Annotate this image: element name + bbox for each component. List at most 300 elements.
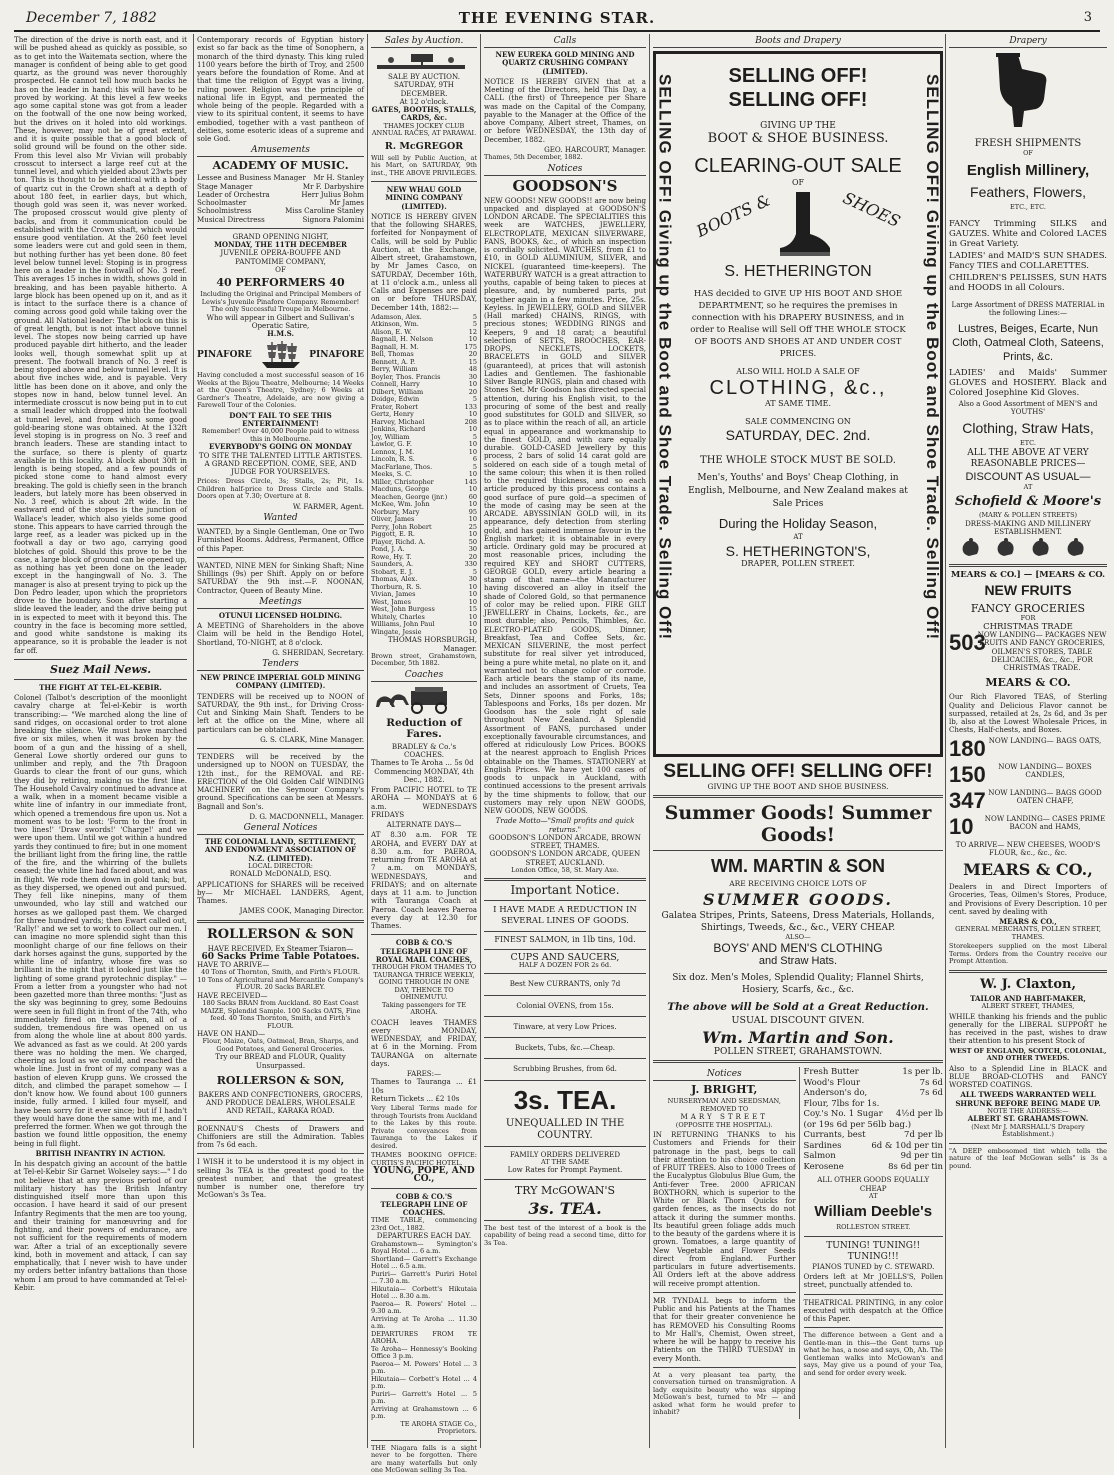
alternate-days: ALTERNATE DAYS—: [386, 820, 462, 829]
applications-text: APPLICATIONS for SHARES will be received by— Mr MICHAEL LANDERS, Agent, Thames.: [197, 879, 364, 905]
sale-time: At 12 o'clock.: [399, 96, 449, 106]
summer-goods-heading: Summer Goods! Summer Goods!: [664, 802, 932, 847]
staff-row-value: Mr F. Darbyshire: [302, 181, 364, 191]
departure-row: Grahamstown— Symington's Royal Hotel ... 6 a.m.: [371, 1239, 477, 1255]
gent-difference: The difference between a Gent and a Gentle-man in this—the Gent turns up what he has, a nose and says, Oh, Ah. The Gentleman walks into McGowan's and says, May give us a pound of your Tea, and send for order every week.: [803, 1331, 943, 1377]
shareholder-row-value: 10: [468, 440, 477, 449]
niagara-ad: THE Niagara falls is a sight never to be forgotten. There are many waterfalls but only one McGowan selling 3s Tea.: [371, 1443, 477, 1474]
potatoes: 60 Sacks Prime Table Potatoes.: [201, 951, 360, 962]
at-label-2: AT: [868, 1191, 878, 1200]
at-label: AT: [793, 533, 803, 542]
pinafore-block: [197, 340, 364, 370]
tender-1: TENDERS will be received up to NOON of SATURDAY, the 9th inst., for Driving Cross-Cut and Sinking Main Shaft. Tenders to be left at the office on the Mine, where all particulars can be obtained.: [197, 691, 364, 734]
price-row-label: Wood's Flour: [803, 1077, 861, 1088]
brown-street-date: Brown street, Grahamstown, December, 5th 1882.: [371, 651, 477, 668]
newspaper-title: THE EVENING STAR.: [458, 9, 656, 27]
at-label-3: AT: [1023, 482, 1033, 491]
staff-row-value: Mr H. Stanley: [313, 173, 364, 183]
shareholder-row-value: 10: [468, 425, 477, 434]
shareholder-row-value: 10: [468, 380, 477, 389]
shareholder-row-label: Rowe, Hy. T.: [371, 552, 412, 561]
nursery: NURSERYMAN AND SEEDSMAN, REMOVED TO: [667, 1097, 781, 1113]
ladies-gloves: LADIES' and Maids' Summer GLOVES and HOSIERY. Black and Colored Josephine Kid Gloves.: [949, 367, 1107, 398]
new-fruits: NEW FRUITS: [984, 582, 1072, 599]
staff-row-label: Stage Manager: [197, 181, 253, 191]
passengers: Taking passengers for TE AROHA.: [382, 1000, 466, 1016]
suez-mail-heading: Suez Mail News.: [49, 662, 152, 676]
cups-saucers: CUPS AND SAUCERS,: [510, 951, 620, 963]
bright-column: [653, 1067, 800, 1419]
shareholder-row-label: Wingate, Jessie: [371, 627, 422, 636]
staff-row-label: Lessee and Business Manager: [197, 173, 306, 183]
shareholder-row-label: Vivian, James: [371, 590, 416, 599]
tailor: TAILOR AND HABIT-MAKER,: [970, 993, 1086, 1003]
harcourt-sign: GEO. HARCOURT, Manager.: [544, 144, 646, 154]
bright-heading: J. BRIGHT,: [691, 1083, 758, 1097]
price-row-label: Salmon: [803, 1151, 836, 1162]
shareholder-row-value: 25: [468, 522, 477, 531]
shareholder-row-value: 10: [468, 470, 477, 479]
departures-heading: DEPARTURES EACH DAY.: [376, 1231, 472, 1241]
mcgregor-note: Will sell by Public Auction, at his Mart, on SATURDAY, 9th inst., THE ABOVE PRIVILEGES.: [371, 153, 477, 177]
fancy-groceries: FANCY GROCERIES: [970, 602, 1086, 616]
shareholder-row-value: 10: [468, 627, 477, 636]
shareholder-row-label: Meeks, S. C.: [371, 470, 412, 479]
stage-co: TE AROHA STAGE Co., Proprietors.: [400, 1419, 477, 1435]
vertical-banner-left: SELLING OFF! Giving up the Boot and Shoe Trade. Selling Off!: [655, 74, 675, 641]
page-number: 3: [1083, 10, 1092, 25]
selling-off-1: SELLING OFF!: [728, 65, 868, 87]
ship-icon: [258, 340, 304, 370]
six-doz: Six doz. Men's Moles, Splendid Quality; Flannel Shirts, Hosiery, Scarfs, &c., &c.: [672, 973, 924, 995]
stock-row: [949, 789, 1107, 813]
shareholder-row-value: 10: [468, 582, 477, 591]
coach-icon: [371, 685, 471, 715]
shareholder-row-value: 15: [468, 605, 477, 614]
sale-date-heading: SATURDAY, DEC. 2nd.: [725, 427, 871, 444]
departure-row: Hikutaia— Corbett's Hikutaia Hotel ... 8.30 a.m.: [371, 1284, 477, 1300]
shareholder-row-label: Bennett, A. P.: [371, 357, 416, 366]
stock-desc: NOW LANDING— BAGS OATS,: [988, 735, 1102, 745]
to-see: TO SITE THE TALENTED LITTLE ARTISTES. A GRAND RECEPTION. COME, SEE, AND JUDGE FOR YOURSELVES.: [198, 450, 363, 476]
hetherington-name: S. HETHERINGTON: [724, 262, 872, 280]
albert-st-graham: ALBERT ST. GRAHAMSTOWN.: [967, 1114, 1089, 1124]
christmas-trade: CHRISTMAS TRADE: [983, 621, 1073, 632]
pianos-tuned: PIANOS TUNED by C. STEWARD.: [812, 1261, 935, 1271]
shareholder-row-value: 30: [468, 545, 477, 554]
commencing: Commencing MONDAY, 4th Dec., 1882.: [374, 766, 474, 784]
deeble-heading: William Deeble's: [814, 1203, 933, 1221]
giving-up: GIVING UP THE: [760, 121, 836, 131]
rollerson-heading: ROLLERSON & SON: [206, 926, 355, 942]
whau-heading: NEW WHAU GOLD MINING COMPANY (LIMITED).: [385, 185, 463, 211]
ladies-sunshades: LADIES' and MAID'S SUN SHADES. Fancy TIES and COLLARETTES.: [949, 251, 1107, 271]
tuning: TUNING! TUNING!! TUNING!!!: [826, 1240, 921, 1262]
deep-tint: "A DEEP embosomed tint which tells the nature of the leaf McGowan sells" is 3s a pound.: [949, 1146, 1107, 1170]
departure-row: Hikutaia— Corbett's Hotel ... 4 p.m.: [371, 1374, 477, 1390]
gates-booths: GATES, BOOTHS, STALLS, CARDS, &c.: [371, 105, 477, 123]
masthead: [14, 0, 1100, 32]
shareholder-row-label: Harvey, Michael: [371, 417, 425, 426]
departure-row: Puriri— Garrett's Puriri Hotel ... 7.30 a.m.: [371, 1269, 477, 1285]
clothing-straw-hats: Clothing, Straw Hats,: [962, 420, 1094, 436]
price-row-label: (or 19s 6d per 56lb bag.): [803, 1119, 912, 1130]
boot-icon: [774, 190, 834, 260]
shareholder-row-value: 6: [472, 455, 477, 464]
departure-row: Puriri— Garrett's Hotel ... 5 p.m.: [371, 1389, 477, 1405]
note-address: NOTE THE ADDRESS:—: [987, 1106, 1069, 1115]
shareholder-row-value: 10: [468, 590, 477, 599]
meetings-heading: Meetings: [197, 597, 364, 609]
shareholder-row-label: Stobart, E. J.: [371, 567, 413, 576]
next-marshall: (Next Mr J. MARSHALL'S Drapery Establishment.): [971, 1122, 1085, 1138]
mens-youths: Also a Good Assortment of MEN'S and YOUTHS': [958, 398, 1098, 416]
shareholder-row-label: Thomas, Alex.: [371, 575, 418, 584]
shareholder-row-label: Jenkins, Richard: [371, 425, 426, 434]
dont-fail: DON'T FAIL TO SEE THIS ENTERTAINMENT!: [229, 410, 332, 428]
shareholder-row-value: 330: [464, 560, 477, 569]
price-row-label: Flour, 7lbs for 1s.: [803, 1098, 880, 1109]
shareholder-row-label: Macduns, George: [371, 485, 430, 494]
price-row-value: 7s 6d: [919, 1088, 943, 1099]
shareholder-row-label: Gertz, Henry: [371, 410, 414, 419]
banner-sub: GIVING UP THE BOOT AND SHOE BUSINESS.: [707, 782, 889, 791]
stock-qty: 347: [949, 787, 986, 813]
stock-desc: NOW LANDING— BOXES CANDLES,: [998, 761, 1092, 779]
price-row: [804, 1099, 944, 1110]
etc-label-2: ETC.: [1020, 439, 1036, 447]
discount: DISCOUNT AS USUAL—: [965, 470, 1091, 483]
shareholder-row-label: Norbury, Mary: [371, 507, 420, 516]
tea-3s: 3s. TEA.: [513, 1084, 617, 1115]
orders-joells: Orders left at Mr JOELLS'S, Pollen street, punctually attended to.: [803, 1272, 943, 1290]
shareholder-row-label: Miller, Christopher: [371, 477, 434, 486]
stock-row: [949, 815, 1107, 839]
schofield-moore: Schofield & Moore's: [954, 494, 1102, 509]
colonial-land: THE COLONIAL LAND, SETTLEMENT, AND ENDOWMENT ASSOCIATION OF N.Z. (LIMITED).: [204, 837, 357, 863]
price-row-label: Coy.'s No. 1 Sugar: [803, 1109, 883, 1120]
column-6: [945, 34, 1107, 1448]
wanted-ad-2: WANTED, NINE MEN for Sinking Shaft; Nine Shillings (9s) per Shift. Apply on or before SATURDAY the 9th inst.—F. NOONAN, Contractor, Queen of Beauty Mine.: [197, 560, 364, 595]
cook-sign: JAMES COOK, Managing Director.: [239, 906, 364, 916]
tender-2: TENDERS will be received by the undersigned up to NOON on TUESDAY, the 12th inst., for the REMOVAL and RE-ERECTION of the Old Golden Calf WINDING MACHINERY on the Seymour Company's ground. Specifications can be seen at Messrs. Bagnall and Son's.: [197, 752, 364, 811]
price-row-value: 4½d per lb: [895, 1109, 943, 1120]
operatic-note: Who will appear in Gilbert and Sullivan's Operatic Satire,: [206, 312, 355, 330]
alternate-text: AT 8.30 a.m. FOR TE AROHA, and EVERY DAY at 8.30 a.m. for PAEROA, returning from TE AROHA at 7 a.m. on MONDAYS, WEDNESDAYS, and FRIDAYS; and on alternate days at 11 a.m. to Junction with Tauranga Coach at Paeroa. Coach leaves Paeroa every day at 12.30 for Thames.: [371, 830, 477, 930]
price-row: [804, 1141, 944, 1152]
staff-row-value: Signora Palomini: [302, 214, 364, 224]
hetherington-ad: [653, 51, 943, 757]
schofield-address: (MARY & POLLEN STREETS): [978, 511, 1078, 519]
departure-row: Te Aroha— Hennessy's Booking Office 3 p.m.: [371, 1344, 477, 1360]
boot-shoe-business: BOOT & SHOE BUSINESS.: [707, 131, 889, 147]
salmon: FINEST SALMON, in 1lb tins, 10d.: [494, 935, 636, 945]
general-merchants: GENERAL MERCHANTS, POLLEN STREET, THAMES.: [955, 925, 1101, 941]
unequalled: UNEQUALLED IN THE COUNTRY.: [505, 1117, 625, 1141]
boys-clothing: BOYS' AND MEN'S CLOTHING: [713, 941, 883, 955]
shareholder-row-value: 10: [468, 335, 477, 344]
opposite-hospital: (OPPOSITE THE HOSPITAL).: [675, 1120, 773, 1129]
notices-heading: Notices: [484, 164, 646, 176]
stock-row: [949, 763, 1107, 787]
tinware: Tinware, at very Low Prices.: [513, 1021, 617, 1031]
theatrical-printing: THEATRICAL PRINTING, in any color executed with despatch at the Office of this Paper.: [803, 1297, 943, 1323]
try-bread: Try our BREAD and FLOUR, Quality Unsurpassed.: [215, 1052, 346, 1070]
tender-company: NEW PRINCE IMPERIAL GOLD MINING COMPANY (LIMITED).: [200, 673, 361, 691]
shareholder-row-value: 95: [468, 507, 477, 516]
sale-date: SATURDAY, 9TH DECEMBER.: [394, 80, 454, 98]
received-label: HAVE RECEIVED—: [197, 990, 268, 1000]
british-article: In his despatch giving an account of the battle at Tel-el-Kebir Sir Garnet Wolseley says:—" I do not believe that at any previous period of our military history has the British Infantry distinguished itself more than upon this occasion. I have heard it said of our present Infantry Regiments that the men are too young, and their training for manœuvring and for fighting, and their powers of endurance, are not sufficient for the requirements of modern war. After a trial of an exceptionally severe kind, both in movement and attack, I can say emphatically, that I never wish to have under my orders better infantry battalions than those whom I am proud to have commanded at Tel-el-Kebir.: [14, 1159, 187, 1292]
british-heading: BRITISH INFANTRY IN ACTION.: [35, 1148, 166, 1158]
remember-note: Remember! Over 40,000 People paid to witness this in Melbourne.: [201, 427, 360, 443]
hms-label: H.M.S.: [267, 329, 294, 338]
arcade-auckland: GOODSON'S LONDON ARCADE, QUEEN STREET, AUCKLAND.: [489, 849, 641, 867]
roennau-ad: ROENNAU'S Chests of Drawers and Chiffoniers are still the Admiration. Tables from 7s 6d each.: [197, 1123, 364, 1149]
mens-clothing: Men's, Youths' and Boys' Cheap Clothing, in English, Melbourne, and New Zealand makes at Sale Prices: [688, 473, 908, 510]
juvenile-company: JUVENILE OPERA-BOUFFE AND PANTOMIME COMPANY,: [220, 248, 341, 266]
reduction-notice: I HAVE MADE A REDUCTION IN SEVERAL LINES OF GOODS.: [493, 905, 637, 927]
staff-row-value: Mr James: [329, 198, 364, 207]
stock-row: [949, 737, 1107, 761]
price-row-value: 7s 6d: [919, 1077, 943, 1088]
price-row: [804, 1088, 944, 1099]
shareholder-row-label: Piggott, E. R.: [371, 530, 415, 539]
pinafore-note: Having concluded a most successful season of 16 Weeks at the Bijou Theatre, Melbourne; 14 Weeks at the Queen's Theatre, Sydney; 6 Weeks at Gardner's Theatre, Adelaide, are now giving a Farewell Tour of the Colonies.: [197, 371, 364, 410]
currants: Best New CURRANTS, only 7d: [509, 979, 621, 989]
selling-off-banner: SELLING OFF! SELLING OFF!: [663, 761, 933, 782]
agent-sign: W. FARMER, Agent.: [292, 501, 364, 511]
tender-2-sign: D. G. MACDONNELL, Manager.: [249, 811, 364, 821]
sale-label: SALE BY AUCTION.: [387, 72, 461, 81]
clothing-heading: CLOTHING, &c.,: [709, 376, 887, 399]
price-row-label: Sardines: [803, 1140, 842, 1151]
jockey-club: THAMES JOCKEY CLUB ANNUAL RACES, AT PARAWAI.: [371, 121, 477, 137]
at-the-same: AT THE SAME: [540, 1157, 590, 1166]
stock-list: [949, 737, 1107, 839]
pollen-street: POLLEN STREET, GRAHAMSTOWN.: [713, 1047, 883, 1057]
cobb-heading: COBB & CO.'S TELEGRAPH LINE OF ROYAL MAIL COACHES,: [375, 938, 473, 964]
usual-discount: USUAL DISCOUNT GIVEN.: [731, 1015, 865, 1026]
childrens-pelisses: CHILDREN'S PELISSES, SUN HATS and HOODS in all Colours.: [949, 273, 1107, 293]
price-row: [804, 1078, 944, 1089]
on-hand-list: Flour, Maize, Oats, Oatmeal, Bran, Sharps, and Good Potatoes, and General Groceries.: [202, 1037, 359, 1053]
bonnets-icon: [949, 536, 1099, 560]
shareholder-row-label: Lawlor, G. F.: [371, 440, 412, 449]
tea-party: At a very pleasant tea party, the conversation turned on transmigration. A lady exquisite beauty who was sipping McGowan's best, turned to Mr — and asked what form he would prefer to inhabit?: [653, 1370, 796, 1417]
fresh-shipments: FRESH SHIPMENTS: [974, 138, 1082, 149]
wanted-heading: Wanted: [197, 513, 364, 525]
shareholder-row-value: 30: [468, 575, 477, 584]
mary-street: MARY STREET: [680, 1112, 768, 1122]
eureka-heading: NEW EUREKA GOLD MINING AND QUARTZ CRUSHING COMPANY (LIMITED).: [495, 50, 635, 76]
stock-qty: 150: [949, 761, 986, 787]
stock-qty: 180: [949, 735, 986, 761]
shareholder-row-value: 48: [468, 365, 477, 374]
forfeit-notice: NOTICE IS HEREBY GIVEN that the following SHARES, forfeited for Nonpayment of Calls, will be sold by Public Auction, at the Exchange, Albert street, Grahamstown, by Mr James Casco, on SATURDAY, December 16th, at 11 o'clock a.m., unless all Calls and Expenses are paid on or before THURSDAY, December 14th, 1882:—: [371, 211, 477, 312]
eureka-date: Thames, 5th December, 1882.: [484, 153, 583, 161]
all-above: ALL THE ABOVE AT VERY REASONABLE PRICES—: [967, 447, 1089, 469]
egypt-article: Contemporary records of Egyptian history exist so far back as the time of Sonophern, a monarch of the third dynasty. This king ruled 1100 years before the birth of Troy, and 2500 years before the foundation of Rome. And at that time the religion of Egypt was a living, ruling power. Religion was the principle of national life in Egypt, and permeated the whole being of the people. Regarded with a view to its spiritual content, it seems to have embodied, together with a vast pantheon of deities, some esoteric ideas of a supreme and sole God.: [197, 35, 364, 143]
of-label-3: OF: [1023, 149, 1033, 157]
teas-text: Our Rich Flavored TEAS, of Sterling Quality and Delicious Flavor cannot be surpassed, retailed at 2s, 2s 6d, and 3s per lb, also at the Lowest Wholesale Prices, in Chests, Half-chests, and Boxes.: [949, 692, 1107, 735]
amusements-heading: Amusements: [197, 145, 364, 157]
martin-heading: WM. MARTIN & SON: [711, 856, 885, 877]
shareholder-row-label: Frater, Robert: [371, 402, 419, 411]
timetable: TIME TABLE, commencing 23rd Oct., 1882.: [371, 1216, 477, 1232]
cobb-text: THROUGH FROM THAMES TO TAURANGA THRICE WEEKLY, GOING THROUGH IN ONE DAY, THENCE TO OHINEMUTU.: [371, 963, 477, 1001]
price-row-value: 9d per tin: [900, 1151, 943, 1162]
shareholder-row-label: Bagnall, H. Nelson: [371, 335, 434, 344]
dress-material: Large Assortment of DRESS MATERIAL in the following Lines:—: [951, 300, 1105, 318]
have-received: HAVE RECEIVED, Ex Steamer Tsiaron—: [207, 943, 354, 953]
arcade-thames: GOODSON'S LONDON ARCADE, BROWN STREET, THAMES.: [489, 832, 641, 850]
shareholder-row-value: 10: [468, 612, 477, 621]
shareholder-row-value: 60: [468, 492, 477, 501]
tender-1-sign: G. S. CLARK, Mine Manager.: [260, 734, 364, 744]
stock-desc: NOW LANDING— CASES PRIME BACON and HAMS,: [984, 813, 1106, 831]
coach-leaves: COACH leaves THAMES every MONDAY, WEDNESDAY, and FRIDAY, at 6 in the Morning. From TAURANGA on alternate days.: [371, 1017, 477, 1068]
decided-text: HAS decided to GIVE UP HIS BOOT AND SHOE DEPARTMENT, so he requires the premises in connection with his DRAPERY BUSINESS, and in order to Realise will Sell Off THE WHOLE STOCK OF BOOTS AND SHOES AT AND UNDER COST PRICES.: [690, 288, 906, 359]
column-2: [193, 34, 364, 1448]
shareholder-row-value: 10: [468, 530, 477, 539]
shareholder-row-label: Boyler, Thos. Francis: [371, 372, 441, 381]
booking-office: THAMES BOOKING OFFICE: CURTIS'S PACIFIC HOTEL.: [371, 1151, 477, 1167]
boots-drapery-heading: Boots and Drapery: [653, 36, 943, 48]
issue-date: December 7, 1882: [26, 10, 157, 26]
price-row: [804, 1151, 944, 1162]
shareholder-row-label: Lincoln, R. S.: [371, 455, 415, 464]
tweeds-warranted: ALL TWEEDS WARRANTED WELL SHRUNK BEFORE BEING MADE UP.: [955, 1090, 1101, 1108]
shareholder-row-label: Berry, William: [371, 365, 418, 374]
trade-motto: Trade Motto—"Small profits and quick returns.": [495, 816, 635, 834]
qty-503: 503: [949, 630, 986, 655]
shareholder-row-label: MacFarlane, Thos.: [371, 462, 433, 471]
goodsons-heading: GOODSON'S: [512, 176, 618, 195]
shareholder-row-label: Meachen, George (jnr.): [371, 492, 448, 501]
pinafore-left: PINAFORE: [197, 350, 252, 361]
stock-qty: 10: [949, 813, 974, 839]
lustres: Lustres, Beiges, Ecarte, Nun Cloth, Oatmeal Cloth, Sateens, Prints, &c.: [952, 322, 1104, 363]
on-hand-label: HAVE ON HAND—: [197, 1029, 266, 1038]
shareholder-row-label: Whitely, Charles: [371, 612, 425, 621]
shareholder-row-value: 50: [468, 537, 477, 546]
shareholder-row-label: Williams, John Paul: [371, 620, 435, 629]
important-heading: Important Notice.: [510, 883, 620, 898]
to-arrive: TO ARRIVE— NEW CHEESES, WOOD'S FLOUR, &c., &c., &c.: [955, 839, 1101, 857]
great-reduction: The above will be Sold at a Great Reduction.: [667, 1001, 929, 1013]
also-hold: ALSO WILL HOLD A SALE OF: [736, 366, 860, 376]
auction-hammer-icon: [371, 51, 471, 73]
shareholder-row-label: Player, Richd. A.: [371, 537, 426, 546]
price-row: [804, 1067, 944, 1078]
price-row-value: 6d & 10d per tin: [871, 1140, 943, 1151]
shareholder-row-value: 12: [468, 327, 477, 336]
shareholder-row-value: 208: [464, 417, 477, 426]
column-4: [480, 34, 646, 1448]
staff-row-value: Miss Caroline Stanley: [285, 206, 364, 216]
shareholder-row-value: 10: [468, 597, 477, 606]
dressmaking: DRESS-MAKING AND MILLINERY ESTABLISHMENT.: [965, 518, 1091, 536]
price-row: [804, 1109, 944, 1120]
column-1: [14, 34, 187, 1448]
shareholder-row-value: 5: [472, 462, 477, 471]
shareholder-row-value: 10: [468, 515, 477, 524]
shareholder-row-value: 5: [472, 432, 477, 441]
price-list: [804, 1067, 944, 1172]
etc-label: ETC., ETC.: [1010, 202, 1046, 211]
shareholder-row-label: Oliver, James: [371, 515, 415, 524]
shareholder-row-label: Adamson, Alex.: [371, 312, 422, 321]
martin-signature: Wm. Martin and Son.: [702, 1028, 894, 1047]
tea-3s-2: 3s. TEA.: [528, 1198, 602, 1218]
staff-row-label: Schoolmaster: [197, 198, 247, 207]
wanted-ad-1: WANTED, by a Single Gentleman, One or Two Furnished Rooms. Address, Permanent, Office of this Paper.: [197, 527, 364, 553]
fancy-silks: FANCY Trimming SILKS and GAUZES. White and Colored LACES in Great Variety.: [949, 219, 1107, 249]
times: From PACIFIC HOTEL to TE AROHA — MONDAYS at 6 a.m. WEDNESDAYS FRIDAYS: [371, 785, 477, 819]
try-mcgowans: TRY McGOWAN'S: [514, 1183, 616, 1197]
shareholder-row-value: 30: [468, 372, 477, 381]
stock-desc: NOW LANDING— BAGS GOOD OATEN CHAFF,: [988, 787, 1102, 805]
deeble-column: [804, 1067, 944, 1419]
pointing-hand-icon: [988, 51, 1068, 131]
dealers-text: Dealers in and Direct Importers of Groceries, Teas, Oilmen's Stores, Produce, and Provisions of Every Description. 10 per cent. saved by dealing with: [949, 882, 1107, 916]
mcgregor-heading: R. McGREGOR: [384, 140, 464, 152]
arrive-label: HAVE TO ARRIVE—: [197, 960, 270, 969]
staff-row: [197, 216, 364, 224]
shareholder-row-value: 5: [472, 320, 477, 329]
buckets: Buckets, Tubs, &c.—Cheap.: [514, 1043, 616, 1052]
general-notices-heading: General Notices: [197, 823, 364, 835]
shareholder-row-label: Connell, Harry: [371, 380, 420, 389]
clearing-out-sale: CLEARING-OUT SALE: [694, 155, 902, 178]
price-row-label: Anderson's do,: [803, 1088, 868, 1099]
hetherington-body: [686, 64, 910, 568]
staff-list: [197, 174, 364, 224]
selling-off-2: SELLING OFF!: [728, 89, 868, 111]
rollerson-heading-2: ROLLERSON & SON,: [216, 1073, 345, 1087]
shareholder-row-value: 15: [468, 357, 477, 366]
meeting-text: A MEETING of Shareholders in the above Claim will be held in the Bendigo Hotel, Shortland, TO-NIGHT, at 8 o'clock.: [197, 621, 364, 647]
young-pope: YOUNG, POPE, AND CO.,: [373, 1166, 475, 1185]
grand-opening: GRAND OPENING NIGHT,: [232, 231, 329, 241]
sales-heading: Sales by Auction.: [371, 36, 477, 48]
shareholder-row-label: Dilbert, William: [371, 387, 424, 396]
prices-note: Prices: Dress Circle, 3s; Stalls, 2s; Pit, 1s. Children half-price to Dress Circle and Stalls. Doors open at 7.30; Overture at 8.: [197, 477, 364, 501]
fare-1: Thames to Tauranga ... £1 10s: [371, 1077, 477, 1095]
departure-row: Paeroa— M. Powers' Hotel ... 3 p.m.: [371, 1359, 477, 1375]
arrive-list: 40 Tons of Thornton, Smith, and Firth's FLOUR. 10 Tons of Agricultural and Mercantile Company's FLOUR. 20 Sacks BARLEY.: [197, 968, 364, 992]
fares-label: FARES:—: [406, 1069, 442, 1078]
departure-row: Paeroa— R. Powers' Hotel ... 9.30 a.m.: [371, 1299, 477, 1315]
performers: 40 PERFORMERS 40: [216, 276, 345, 289]
shareholder-row-value: 133: [464, 402, 477, 411]
mining-article: The direction of the drive is north east, and it will be pushed ahead as quickly as possible, so as to get into the Waitemata section, where the manager is confident of being able to get good quartz, as the ground was never thoroughly prospected. He cannot tell how much backs he has on the leader in hand; this will have to be proved by working. At this level a few weeks ago some capital stone was got from a leader on the footwall of the one now being worked, but the drives on it holed into old workings. These, however, may not be of great extent, and it is quite possible that a good block of solid ground will be found on the other side. From this level also Mr Vivian will probably crosscut to intersect a large reef cut at the tunnel level, and which yielded about 23wts per ton. This is thought to be identical with a body of quartz cut in the Crown shaft at a depth of about 180 feet, in earlier days, but which, though gold was seen it, was never worked. The proposed crosscut would give plenty of backs, and from it communication could be established with the Crown shaft, which would ensure good ventilation. At the 260 feet level some leaders were cut and gold seen in them, but nothing further has yet been done. 80 feet level below tunnel level: Stoping is in progress here on a leader in the footwall of No. 3 reef. This averages 15 inches in width, shows gold in breaking, and has been payable hitherto. A large block has been opened up on it, and as it is intact to the surface there is a chance of coming across good gold while taking over the ground. All National leader: The block on this is of great length, but is not intact above tunnel level. The stopes now being carried up have produced payable dirt hitherto, and the leader looks well, though somewhat split up at present. The footwall branch of No. 3 reef is being stoped above and below tunnel level. It is about five inches wide, and is payable. Very little has been done on it above, and only the stopes now in hand, below tunnel level. An intermediate crosscut is now being put in to cut a small leader which dropped into the footwall at tunnel level, and from which some good gold-bearing stone was obtained. At the 132ft level stoping is in progress on No. 3 reef and branch leaders. These are standing intact to the surface, so there is plenty of quartz available in this locality. A block about 30ft in length is being stoped, and a few pounds of picked stone come to hand almost every breaking. The gold is chiefly seen in the branch leaders, but lately more has been observed in No. 3 reef, which is about 2ft wide. In the eastward end of the stopes is the junction of Wallace's leader, which also yields some good stone. This appears to have carried through the large reef, as a leader was picked up in the footwall a day or two ago, carrying good blotches of gold. Should this prove to be the case, a large block of ground can be opened up, as nothing has yet been done on the leader except in the hangingwall of No. 3. The manager is also at present trying to pick up the Don Pedro leader, upon which the proprietors drove to the boundary. Soon after starting a slide leaved the leader, and the drive being put in is expected to meet with it beyond this. The country in the face is becoming more settled, and good white sandstone is making its appearance, so it is probable the leader is not far off.: [14, 35, 187, 655]
bakers: BAKERS AND CONFECTIONERS, GROCERS, AND PRODUCE DEALERS, WHOLESALE AND RETAIL, KARAKA ROAD.: [198, 1089, 363, 1116]
albert-street: ALBERT STREET, THAMES,: [981, 1002, 1075, 1010]
price-row: [804, 1162, 944, 1173]
opening-date: MONDAY, THE 11TH DECEMBER: [214, 240, 347, 249]
feathers-flowers: Feathers, Flowers,: [970, 183, 1086, 200]
straw-hats: and Straw Hats.: [758, 955, 838, 967]
for-label: FOR: [1020, 614, 1036, 623]
shoes-word: SHOES: [840, 187, 904, 231]
shareholder-row-label: Bagnall, H. M.: [371, 342, 419, 351]
boots-word: BOOTS &: [693, 189, 774, 241]
english-millinery: English Millinery,: [966, 161, 1090, 179]
tyndall-text: MR TYNDALL begs to inform the Public and his Patients at the Thames that for their greater convenience he has REMOVED his Consulting Rooms to Mr Hall's, Chemist, Owen street, where he will be happy to receive his Patients on the THIRD TUESDAY in every Month.: [653, 1295, 796, 1363]
shareholder-row-label: Alison, E. W.: [371, 327, 412, 336]
